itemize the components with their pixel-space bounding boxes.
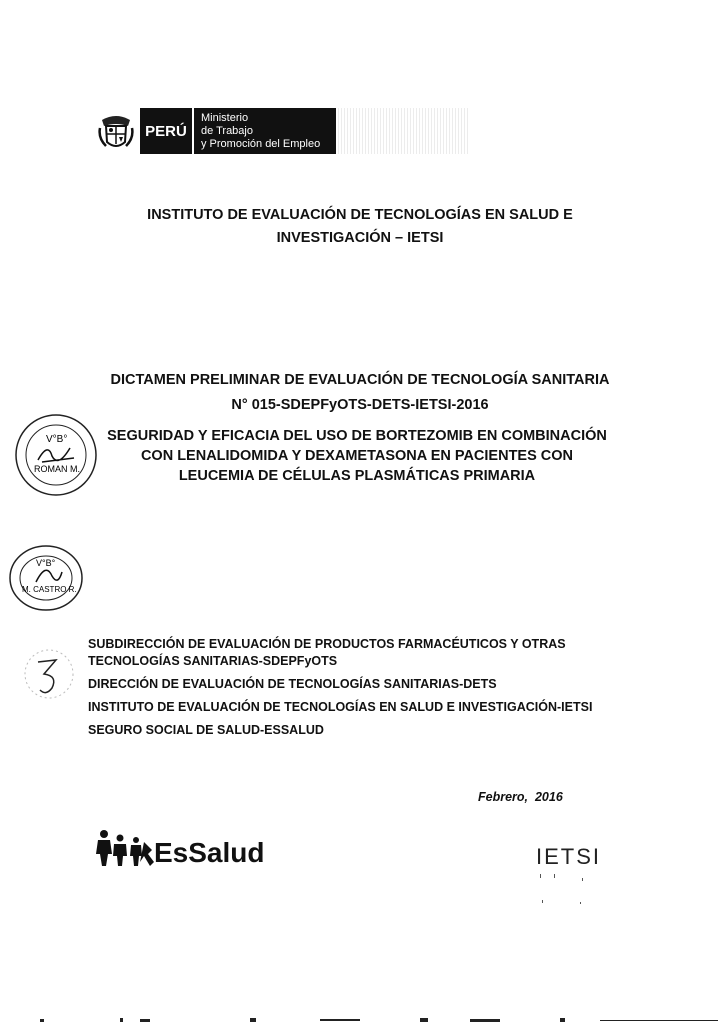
institute-title — [0, 204, 720, 250]
organization-item: DIRECCIÓN DE EVALUACIÓN DE TECNOLOGÍAS SANITARIAS-DETS — [88, 677, 497, 691]
approval-stamp-castro — [6, 542, 86, 614]
organization-item: SUBDIRECCIÓN DE EVALUACIÓN DE PRODUCTOS FARMACÉUTICOS Y OTRAS TECNOLOGÍAS SANITARIAS-SDEPFyOTS — [88, 637, 566, 668]
signature-mark — [38, 660, 56, 693]
stamp-vb-text: V°B° — [46, 434, 68, 445]
ministry-line: Ministerio — [201, 112, 249, 124]
subject-line: SEGURIDAD Y EFICACIA DEL USO DE BORTEZOMIB EN COMBINACIÓN — [107, 428, 607, 444]
subject-line: CON LENALIDOMIDA Y DEXAMETASONA EN PACIENTES CON — [140, 448, 574, 464]
organizations-list — [88, 636, 628, 745]
institute-title-line: INVESTIGACIÓN – IETSI — [276, 230, 444, 246]
ministry-name — [194, 108, 336, 154]
dictamen-heading — [0, 368, 720, 418]
organization-item: SEGURO SOCIAL DE SALUD-ESSALUD — [88, 723, 324, 737]
signature-mark — [38, 448, 74, 462]
signature-mark — [36, 570, 62, 582]
faint-stamp-signature — [22, 640, 76, 712]
ministry-line: y Promoción del Empleo — [201, 138, 321, 150]
essalud-wordmark: EsSalud — [154, 837, 265, 868]
document-date: Febrero, 2016 — [478, 790, 563, 804]
dictamen-subject — [92, 426, 622, 486]
stamp-name-text: ROMAN M. — [34, 464, 80, 474]
subject-line: LEUCEMIA DE CÉLULAS PLASMÁTICAS PRIMARIA — [178, 468, 536, 484]
dictamen-title: DICTAMEN PRELIMINAR DE EVALUACIÓN DE TECNOLOGÍA SANITARIA — [110, 372, 610, 388]
scan-noise-area — [338, 108, 468, 154]
dictamen-number: N° 015-SDEPFyOTS-DETS-IETSI-2016 — [231, 397, 489, 413]
ministry-line: de Trabajo — [201, 125, 253, 137]
peru-label: PERÚ — [140, 108, 194, 154]
scan-edge-artifacts — [0, 1016, 720, 1024]
family-figures-icon — [96, 830, 154, 866]
approval-stamp-roman — [12, 412, 100, 498]
essalud-logo — [94, 828, 314, 870]
ietsi-logo: IETSI — [536, 844, 602, 869]
stamp-vb-text: V°B° — [36, 558, 56, 568]
peru-coat-of-arms-icon — [98, 112, 134, 152]
scan-specks — [538, 872, 608, 912]
stamp-name-text: M. CASTRO R. — [22, 585, 77, 594]
organization-item: INSTITUTO DE EVALUACIÓN DE TECNOLOGÍAS EN SALUD E INVESTIGACIÓN-IETSI — [88, 700, 593, 714]
institute-title-line: INSTITUTO DE EVALUACIÓN DE TECNOLOGÍAS EN SALUD E — [147, 207, 573, 223]
